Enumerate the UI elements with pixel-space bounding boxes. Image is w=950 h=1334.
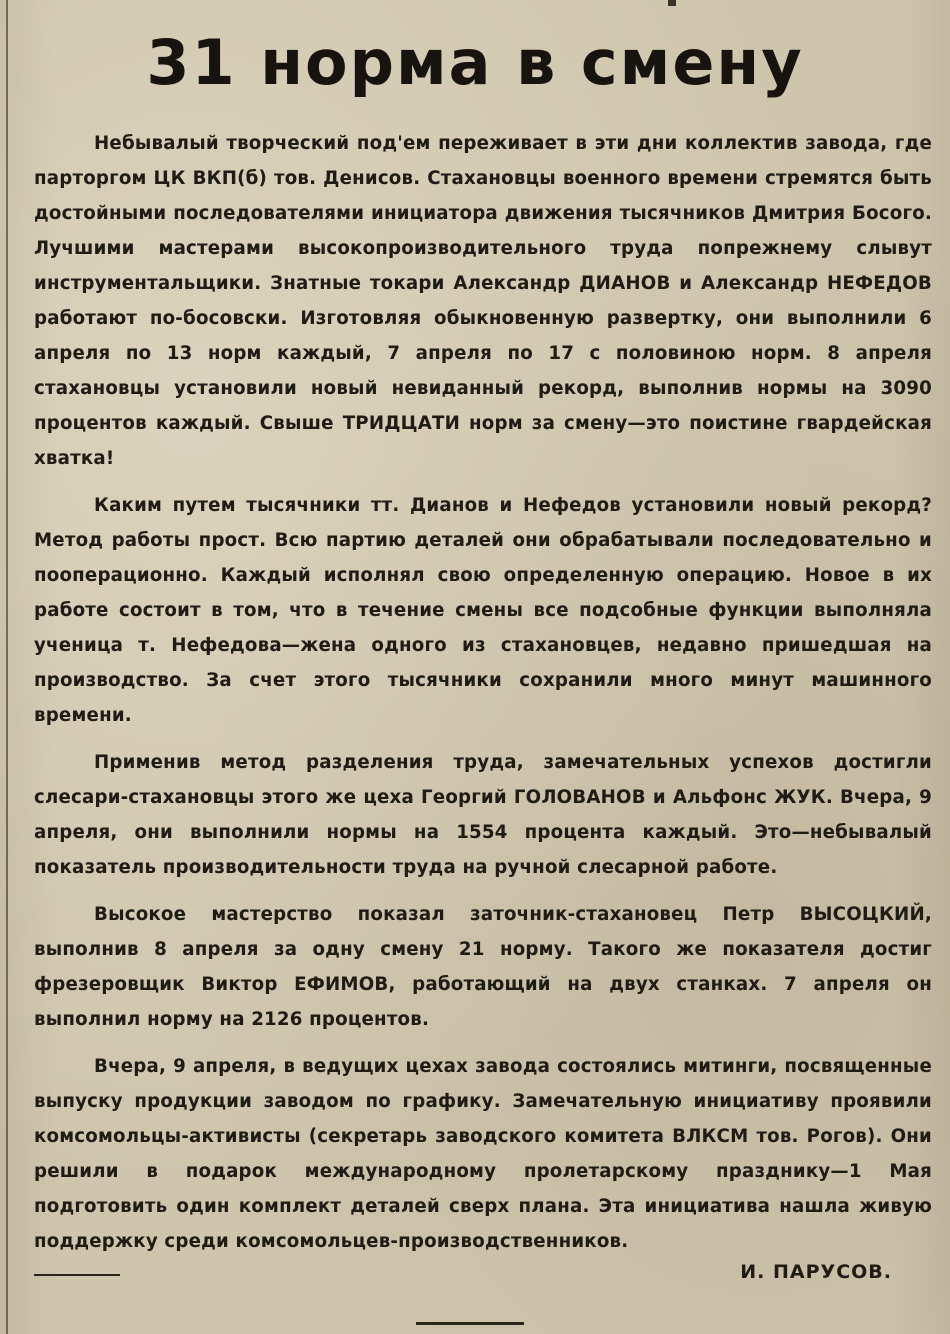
article-paragraph-1: Небывалый творческий под'ем переживает в эти дни коллектив завода, где парторгом ЦК ВКП(б) тов. Денисов. Стахановцы военного времени стремятся быть достойными последователями инициатора движения тысячников Дмитрия Босого. Лучшими мастерами высокопроизводительного труда попрежнему слывут инструментальщики. Знатные токари Александр ДИАНОВ и Александр НЕФЕДОВ работают по-босовски. Изготовляя обыкновенную развертку, они выполнили 6 апреля по 13 норм каждый, 7 апреля по 17 с половиною норм. 8 апреля стахановцы установили новый невиданный рекорд, выполнив нормы на 3090 процентов каждый. Свыше ТРИДЦАТИ норм за смену—это поистине гвардейская хватка! (34, 133, 932, 469)
column-divider-line (6, 0, 8, 1334)
signature-row (34, 1254, 932, 1290)
article-paragraph-4: Высокое мастерство показал заточник-стахановец Петр ВЫСОЦКИЙ, выполнив 8 апреля за одну смену 21 норму. Такого же показателя достиг фрезеровщик Виктор ЕФИМОВ, работающий на двух станках. 7 апреля он выполнил норму на 2126 процентов. (34, 904, 932, 1030)
article-headline: 31 норма в смену (146, 26, 804, 99)
article-end-rule (416, 1322, 524, 1325)
article-paragraph-3: Применив метод разделения труда, замечательных успехов достигли слесари-стахановцы этого же цеха Георгий ГОЛОВАНОВ и Альфонс ЖУК. Вчера, 9 апреля, они выполнили нормы на 1554 процента каждый. Это—небывалый показатель производительности труда на ручной слесарной работе. (34, 752, 932, 878)
article-paragraph-5: Вчера, 9 апреля, в ведущих цехах завода состоялись митинги, посвященные выпуску продукции заводом по графику. Замечательную инициативу проявили комсомольцы-активисты (секретарь заводского комитета ВЛКСМ тов. Рогов). Они решили в подарок международному пролетарскому празднику—1 Мая подготовить один комплект деталей сверх плана. Эта инициатива нашла живую поддержку среди комсомольцев-производственников. (34, 1056, 932, 1252)
article-paragraph-2: Каким путем тысячники тт. Дианов и Нефедов установили новый рекорд? Метод работы прост. Всю партию деталей они обрабатывали последовательно и пооперационно. Каждый исполнял свою определенную операцию. Новое в их работе состоит в том, что в течение смены все подсобные функции выполняла ученица т. Нефедова—жена одного из стахановцев, недавно пришедшая на производство. За счет этого тысячники сохранили много минут машинного времени. (34, 495, 932, 726)
print-mark (668, 0, 676, 6)
author-signature: И. ПАРУСОВ. (740, 1261, 892, 1283)
signature-rule (34, 1274, 120, 1276)
article-body (34, 126, 932, 1259)
